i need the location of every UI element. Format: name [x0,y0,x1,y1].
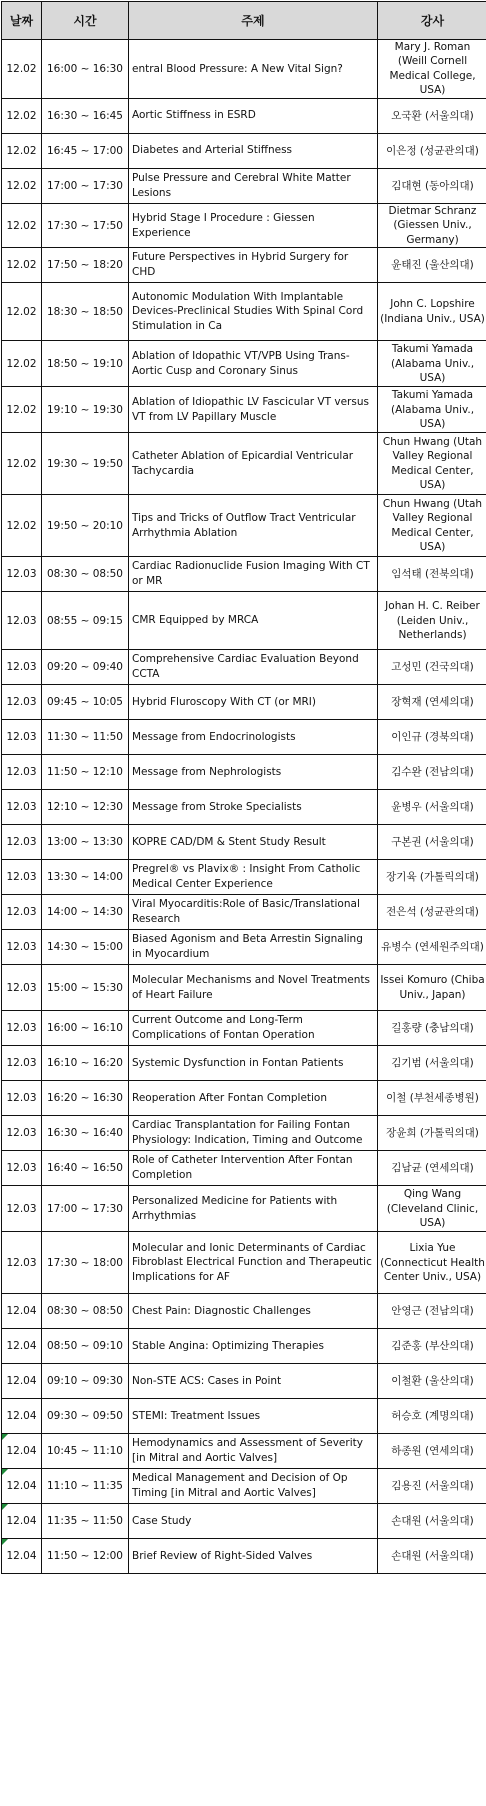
table-row [2,495,486,557]
cell-speaker: 김대현 (동아의대) [378,168,486,203]
cell-time: 09:20 ~ 09:40 [42,650,129,685]
cell-speaker: 손대원 (서울의대) [378,1539,486,1574]
cell-time: 17:50 ~ 18:20 [42,248,129,283]
cell-speaker: Dietmar Schranz (Giessen Univ., Germany) [378,203,486,247]
table-row [2,1081,486,1116]
cell-speaker: 손대원 (서울의대) [378,1504,486,1539]
cell-date: 12.03 [2,1081,42,1116]
cell-date: 12.02 [2,40,42,99]
cell-time: 16:40 ~ 16:50 [42,1151,129,1186]
cell-date: 12.04 [2,1539,42,1574]
header-date: 날짜 [2,2,42,40]
cell-date: 12.03 [2,1151,42,1186]
cell-topic: Message from Stroke Specialists [129,790,378,825]
cell-topic: Cardiac Transplantation for Failing Fontan Physiology: Indication, Timing and Outcome [129,1116,378,1151]
cell-date: 12.03 [2,860,42,895]
cell-date: 12.03 [2,790,42,825]
table-row [2,860,486,895]
cell-speaker: 유병수 (연세원주의대) [378,930,486,965]
table-row [2,650,486,685]
table-row [2,203,486,247]
cell-date: 12.03 [2,965,42,1011]
table-row [2,1434,486,1469]
table-row [2,248,486,283]
cell-time: 14:30 ~ 15:00 [42,930,129,965]
cell-date: 12.02 [2,341,42,387]
cell-time: 12:10 ~ 12:30 [42,790,129,825]
table-row [2,720,486,755]
cell-date: 12.03 [2,650,42,685]
cell-time: 17:30 ~ 18:00 [42,1232,129,1294]
cell-topic: entral Blood Pressure: A New Vital Sign? [129,40,378,99]
table-row [2,1504,486,1539]
cell-topic: Stable Angina: Optimizing Therapies [129,1329,378,1364]
table-row [2,557,486,592]
cell-topic: Diabetes and Arterial Stiffness [129,133,378,168]
cell-date: 12.04 [2,1434,42,1469]
cell-topic: Hemodynamics and Assessment of Severity [in Mitral and Aortic Valves] [129,1434,378,1469]
schedule-table [1,1,486,1574]
cell-time: 11:10 ~ 11:35 [42,1469,129,1504]
cell-date: 12.03 [2,592,42,650]
table-header [2,2,486,40]
table-row [2,168,486,203]
cell-speaker: Takumi Yamada (Alabama Univ., USA) [378,341,486,387]
cell-topic: Message from Nephrologists [129,755,378,790]
cell-topic: Brief Review of Right-Sided Valves [129,1539,378,1574]
header-topic: 주제 [129,2,378,40]
cell-date: 12.04 [2,1399,42,1434]
cell-date: 12.02 [2,283,42,341]
cell-speaker: Chun Hwang (Utah Valley Regional Medical Center, USA) [378,495,486,557]
table-row [2,1399,486,1434]
table-row [2,1539,486,1574]
table-row [2,685,486,720]
cell-speaker: 이은정 (성균관의대) [378,133,486,168]
cell-date: 12.04 [2,1469,42,1504]
cell-date: 12.02 [2,433,42,495]
cell-topic: STEMI: Treatment Issues [129,1399,378,1434]
cell-topic: Chest Pain: Diagnostic Challenges [129,1294,378,1329]
cell-topic: Molecular Mechanisms and Novel Treatments of Heart Failure [129,965,378,1011]
cell-topic: Current Outcome and Long-Term Complications of Fontan Operation [129,1011,378,1046]
cell-time: 16:00 ~ 16:30 [42,40,129,99]
cell-date: 12.02 [2,98,42,133]
cell-date: 12.02 [2,495,42,557]
cell-date: 12.04 [2,1294,42,1329]
cell-speaker: 하종원 (연세의대) [378,1434,486,1469]
cell-time: 17:00 ~ 17:30 [42,168,129,203]
cell-time: 08:30 ~ 08:50 [42,557,129,592]
cell-speaker: 장기육 (가톨릭의대) [378,860,486,895]
cell-time: 19:50 ~ 20:10 [42,495,129,557]
cell-topic: Ablation of Idopathic VT/VPB Using Trans-Aortic Cusp and Coronary Sinus [129,341,378,387]
cell-topic: Cardiac Radionuclide Fusion Imaging With CT or MR [129,557,378,592]
cell-speaker: Issei Komuro (Chiba Univ., Japan) [378,965,486,1011]
cell-topic: Pulse Pressure and Cerebral White Matter Lesions [129,168,378,203]
cell-time: 11:50 ~ 12:00 [42,1539,129,1574]
table-row [2,433,486,495]
cell-date: 12.04 [2,1504,42,1539]
cell-speaker: 이철 (부천세종병원) [378,1081,486,1116]
cell-speaker: 이인규 (경북의대) [378,720,486,755]
cell-speaker: Qing Wang (Cleveland Clinic, USA) [378,1186,486,1232]
cell-topic: Aortic Stiffness in ESRD [129,98,378,133]
cell-date: 12.03 [2,930,42,965]
table-row [2,341,486,387]
cell-topic: Pregrel® vs Plavix® : Insight From Catholic Medical Center Experience [129,860,378,895]
cell-time: 16:45 ~ 17:00 [42,133,129,168]
table-row [2,1011,486,1046]
table-body [2,40,486,1574]
cell-topic: Catheter Ablation of Epicardial Ventricular Tachycardia [129,433,378,495]
table-row [2,930,486,965]
table-row [2,1232,486,1294]
cell-time: 16:30 ~ 16:45 [42,98,129,133]
cell-date: 12.03 [2,720,42,755]
cell-time: 14:00 ~ 14:30 [42,895,129,930]
cell-topic: Autonomic Modulation With Implantable Devices-Preclinical Studies With Spinal Cord Stimulation in Ca [129,283,378,341]
cell-time: 16:10 ~ 16:20 [42,1046,129,1081]
cell-date: 12.02 [2,133,42,168]
cell-speaker: Takumi Yamada (Alabama Univ., USA) [378,387,486,433]
table-row [2,133,486,168]
cell-speaker: Mary J. Roman (Weill Cornell Medical College, USA) [378,40,486,99]
cell-topic: Message from Endocrinologists [129,720,378,755]
cell-date: 12.03 [2,557,42,592]
cell-date: 12.04 [2,1329,42,1364]
cell-topic: Biased Agonism and Beta Arrestin Signaling in Myocardium [129,930,378,965]
cell-date: 12.03 [2,1232,42,1294]
cell-speaker: Johan H. C. Reiber (Leiden Univ., Netherlands) [378,592,486,650]
cell-date: 12.03 [2,1046,42,1081]
cell-topic: Medical Management and Decision of Op Timing [in Mitral and Aortic Valves] [129,1469,378,1504]
table-row [2,98,486,133]
cell-topic: Case Study [129,1504,378,1539]
cell-time: 13:30 ~ 14:00 [42,860,129,895]
cell-topic: KOPRE CAD/DM & Stent Study Result [129,825,378,860]
table-row [2,1294,486,1329]
cell-topic: Future Perspectives in Hybrid Surgery for CHD [129,248,378,283]
cell-speaker: 이철환 (울산의대) [378,1364,486,1399]
header-row [2,2,486,40]
cell-time: 09:30 ~ 09:50 [42,1399,129,1434]
cell-topic: Hybrid Stage I Procedure : Giessen Experience [129,203,378,247]
table-row [2,283,486,341]
cell-date: 12.03 [2,895,42,930]
table-row [2,965,486,1011]
header-time: 시간 [42,2,129,40]
cell-time: 17:00 ~ 17:30 [42,1186,129,1232]
cell-speaker: 장윤희 (가톨릭의대) [378,1116,486,1151]
cell-date: 12.03 [2,1186,42,1232]
cell-speaker: 안영근 (전남의대) [378,1294,486,1329]
cell-topic: Tips and Tricks of Outflow Tract Ventricular Arrhythmia Ablation [129,495,378,557]
cell-topic: Personalized Medicine for Patients with Arrhythmias [129,1186,378,1232]
cell-time: 19:10 ~ 19:30 [42,387,129,433]
table-row [2,1116,486,1151]
cell-date: 12.03 [2,1011,42,1046]
cell-time: 08:30 ~ 08:50 [42,1294,129,1329]
cell-date: 12.03 [2,1116,42,1151]
cell-speaker: 김수완 (전남의대) [378,755,486,790]
cell-speaker: 길홍량 (충남의대) [378,1011,486,1046]
cell-time: 10:45 ~ 11:10 [42,1434,129,1469]
table-row [2,1329,486,1364]
cell-topic: Molecular and Ionic Determinants of Cardiac Fibroblast Electrical Function and Therapeutic Implications for AF [129,1232,378,1294]
cell-time: 11:50 ~ 12:10 [42,755,129,790]
cell-speaker: 김준홍 (부산의대) [378,1329,486,1364]
cell-speaker: John C. Lopshire (Indiana Univ., USA) [378,283,486,341]
table-row [2,387,486,433]
table-row [2,1046,486,1081]
cell-topic: Hybrid Fluroscopy With CT (or MRI) [129,685,378,720]
cell-time: 08:50 ~ 09:10 [42,1329,129,1364]
cell-topic: Ablation of Idiopathic LV Fascicular VT versus VT from LV Papillary Muscle [129,387,378,433]
cell-time: 13:00 ~ 13:30 [42,825,129,860]
cell-speaker: 허승호 (계명의대) [378,1399,486,1434]
cell-topic: CMR Equipped by MRCA [129,592,378,650]
cell-date: 12.03 [2,755,42,790]
table-row [2,1364,486,1399]
cell-time: 18:30 ~ 18:50 [42,283,129,341]
cell-speaker: 김남균 (연세의대) [378,1151,486,1186]
cell-time: 16:20 ~ 16:30 [42,1081,129,1116]
cell-time: 16:00 ~ 16:10 [42,1011,129,1046]
cell-topic: Non-STE ACS: Cases in Point [129,1364,378,1399]
cell-speaker: 구본권 (서울의대) [378,825,486,860]
header-speaker: 강사 [378,2,486,40]
table-row [2,790,486,825]
cell-topic: Systemic Dysfunction in Fontan Patients [129,1046,378,1081]
cell-speaker: Chun Hwang (Utah Valley Regional Medical Center, USA) [378,433,486,495]
cell-time: 19:30 ~ 19:50 [42,433,129,495]
cell-time: 16:30 ~ 16:40 [42,1116,129,1151]
cell-topic: Reoperation After Fontan Completion [129,1081,378,1116]
table-row [2,1186,486,1232]
table-row [2,40,486,99]
cell-speaker: 윤병우 (서울의대) [378,790,486,825]
cell-time: 09:10 ~ 09:30 [42,1364,129,1399]
cell-speaker: 전은석 (성균관의대) [378,895,486,930]
cell-speaker: 김기범 (서울의대) [378,1046,486,1081]
cell-topic: Role of Catheter Intervention After Fontan Completion [129,1151,378,1186]
cell-date: 12.02 [2,248,42,283]
table-row [2,592,486,650]
table-row [2,1469,486,1504]
table-row [2,825,486,860]
table-row [2,895,486,930]
cell-date: 12.03 [2,825,42,860]
cell-time: 11:35 ~ 11:50 [42,1504,129,1539]
cell-speaker: 오국환 (서울의대) [378,98,486,133]
cell-speaker: 고성민 (건국의대) [378,650,486,685]
cell-speaker: 윤태진 (울산의대) [378,248,486,283]
cell-time: 18:50 ~ 19:10 [42,341,129,387]
cell-date: 12.04 [2,1364,42,1399]
cell-time: 08:55 ~ 09:15 [42,592,129,650]
cell-date: 12.02 [2,387,42,433]
cell-speaker: 장혁재 (연세의대) [378,685,486,720]
cell-speaker: Lixia Yue (Connecticut Health Center Univ., USA) [378,1232,486,1294]
cell-topic: Comprehensive Cardiac Evaluation Beyond CCTA [129,650,378,685]
cell-time: 09:45 ~ 10:05 [42,685,129,720]
table-row [2,1151,486,1186]
cell-date: 12.03 [2,685,42,720]
cell-date: 12.02 [2,168,42,203]
cell-time: 15:00 ~ 15:30 [42,965,129,1011]
cell-topic: Viral Myocarditis:Role of Basic/Translational Research [129,895,378,930]
cell-speaker: 김용진 (서울의대) [378,1469,486,1504]
cell-time: 17:30 ~ 17:50 [42,203,129,247]
cell-time: 11:30 ~ 11:50 [42,720,129,755]
table-row [2,755,486,790]
cell-speaker: 임석태 (전북의대) [378,557,486,592]
cell-date: 12.02 [2,203,42,247]
